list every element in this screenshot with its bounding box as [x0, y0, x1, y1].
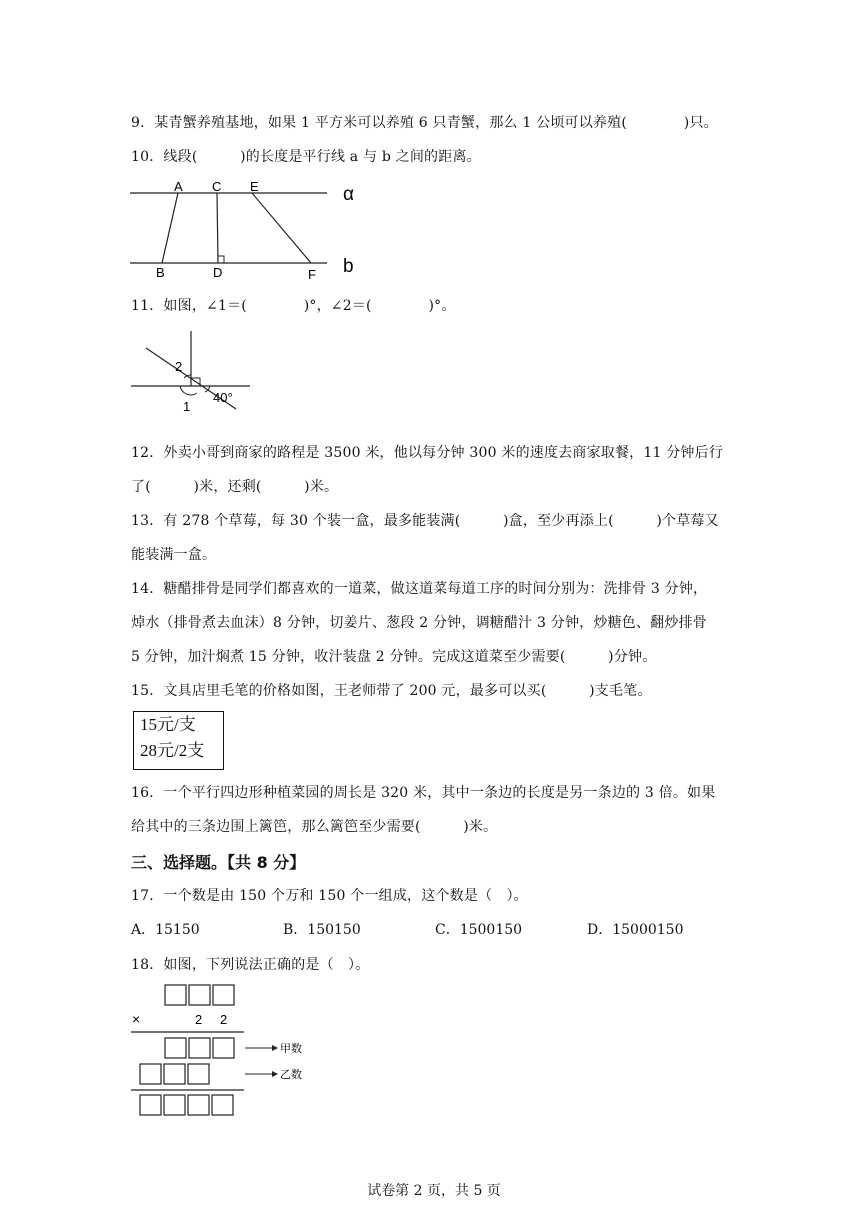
question-11: 11．如图，∠1＝( )°，∠2＝( )°。 [131, 298, 456, 314]
price-single: 15元/支 [140, 715, 196, 734]
angle-1-arc [180, 386, 197, 395]
label-a: 甲数 [280, 1043, 302, 1055]
digit-box [164, 1095, 185, 1115]
multiplication-figure [128, 980, 328, 1120]
question-14-line-2: 焯水（排骨煮去血沫）8 分钟，切姜片、葱段 2 分钟，调糖醋汁 3 分钟，炒糖色、翻炒排骨 [131, 615, 707, 631]
digit-box [212, 1095, 233, 1115]
arrow-a-head [272, 1045, 278, 1051]
digit-box [140, 1064, 161, 1084]
times-sign: × [132, 1011, 141, 1027]
question-18: 18．如图，下列说法正确的是（ ）。 [131, 957, 370, 973]
line-b-label: b [343, 256, 354, 277]
price-tag [133, 711, 224, 770]
parallel-lines-figure [125, 176, 375, 286]
digit-box [213, 985, 234, 1005]
digit-box [140, 1095, 161, 1115]
segment-ef [252, 193, 311, 263]
digit-box [189, 1038, 210, 1058]
question-10: 10．线段( )的长度是平行线 a 与 b 之间的距离。 [131, 149, 481, 165]
option-d: D．15000150 [587, 922, 684, 938]
line-a-label: α [343, 184, 354, 205]
angle-40-label: 40° [213, 390, 233, 405]
option-b: B．150150 [283, 922, 361, 938]
segment-cd [217, 193, 218, 263]
section-3-heading: 三、选择题。【共 8 分】 [131, 853, 306, 872]
point-f-label: F [308, 267, 316, 282]
digit-box [165, 985, 186, 1005]
question-16-line-1: 16．一个平行四边形种植菜园的周长是 320 米，其中一条边的长度是另一条边的 3 倍。如果 [131, 785, 716, 801]
digit-box [189, 985, 210, 1005]
angle-2-label: 2 [175, 359, 183, 374]
point-d-label: D [213, 265, 223, 280]
point-e-label: E [250, 179, 259, 194]
multiplier-digit-tens: 2 [195, 1012, 203, 1027]
segment-ab [162, 193, 178, 263]
digit-box [188, 1064, 209, 1084]
arrow-b-head [272, 1071, 278, 1077]
option-a: A．15150 [131, 922, 200, 938]
question-14-line-3: 5 分钟，加汁焖煮 15 分钟，收汁装盘 2 分钟。完成这道菜至少需要( )分钟。 [131, 649, 657, 665]
question-13-line-1: 13．有 278 个草莓，每 30 个装一盒，最多能装满( )盒，至少再添上( )个草莓又 [131, 513, 719, 529]
question-17: 17．一个数是由 150 个万和 150 个一组成，这个数是（ ）。 [131, 888, 528, 904]
point-c-label: C [212, 179, 222, 194]
digit-box [213, 1038, 234, 1058]
digit-box [165, 1038, 186, 1058]
multiplier-digit-ones: 2 [220, 1012, 228, 1027]
question-9: 9．某青蟹养殖基地，如果 1 平方米可以养殖 6 只青蟹，那么 1 公顷可以养殖( )只。 [131, 115, 718, 131]
point-b-label: B [156, 265, 165, 280]
page-footer: 试卷第 2 页，共 5 页 [367, 1183, 501, 1199]
question-16-line-2: 给其中的三条边围上篱笆，那么篱笆至少需要( )米。 [131, 819, 498, 835]
question-14-line-1: 14．糖醋排骨是同学们都喜欢的一道菜，做这道菜每道工序的时间分别为：洗排骨 3 分钟， [131, 581, 708, 597]
right-angle-mark [218, 256, 224, 263]
price-pair: 28元/2支 [140, 741, 205, 760]
question-13-line-2: 能装满一盒。 [131, 547, 217, 563]
question-12-line-2: 了( )米，还剩( )米。 [131, 479, 339, 495]
angle-figure [128, 326, 258, 416]
label-b: 乙数 [280, 1069, 302, 1081]
question-12-line-1: 12．外卖小哥到商家的路程是 3500 米，他以每分钟 300 米的速度去商家取餐，11 分钟后行 [131, 445, 724, 461]
point-a-label: A [174, 179, 183, 194]
question-15: 15．文具店里毛笔的价格如图，王老师带了 200 元，最多可以买( )支毛笔。 [131, 683, 652, 699]
digit-box [188, 1095, 209, 1115]
angle-1-label: 1 [183, 399, 191, 414]
option-c: C．1500150 [435, 922, 523, 938]
digit-box [164, 1064, 185, 1084]
